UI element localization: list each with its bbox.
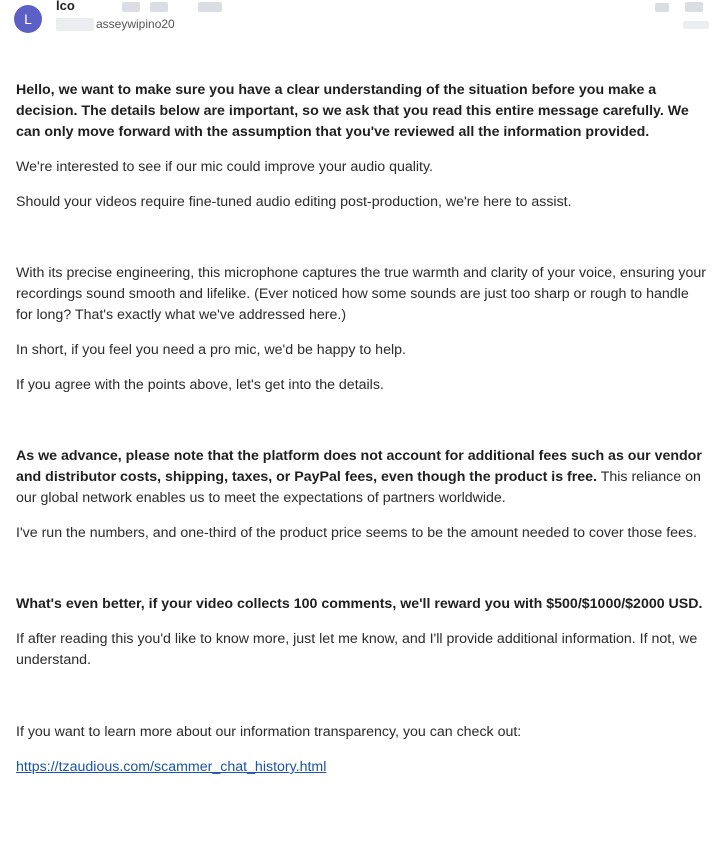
redacted-name-block	[122, 2, 140, 12]
sender-email[interactable]: asseywipino20	[96, 17, 175, 31]
email-header	[0, 0, 720, 42]
fees-bold-text: As we advance, please note that the platform does not account for additional fees such as our vendor and distributor costs, shipping, taxes, or PayPal fees, even though the product is free.	[16, 448, 702, 485]
fees-paragraph	[16, 446, 706, 509]
fees-normal-text: This reliance on our global network enables us to meet the expectations of partners worldwide.	[16, 469, 701, 506]
paragraph: Should your videos require fine-tuned audio editing post-production, we're here to assist.	[16, 194, 572, 210]
redacted-name-block	[150, 2, 168, 12]
paragraph: If you agree with the points above, let's get into the details.	[16, 377, 384, 393]
reward-paragraph: What's even better, if your video collects 100 comments, we'll reward you with $500/$1000/$2000 USD.	[16, 596, 703, 612]
email-body	[16, 80, 706, 778]
redacted-date-block	[655, 3, 669, 12]
redacted-date-block	[685, 2, 703, 12]
sender-avatar[interactable]: L	[14, 5, 42, 33]
redacted-date-block	[683, 21, 709, 29]
redacted-email-prefix	[56, 18, 94, 31]
sender-name[interactable]: lco	[56, 0, 75, 13]
paragraph: I've run the numbers, and one-third of the product price seems to be the amount needed to cover those fees.	[16, 525, 697, 541]
paragraph: With its precise engineering, this microphone captures the true warmth and clarity of your voice, ensuring your recordings sound smooth and lifelike. (Ever noticed how some sounds are just too sharp or rough to handle for long? That's exactly what we've addressed here.)	[16, 265, 706, 323]
paragraph: We're interested to see if our mic could improve your audio quality.	[16, 159, 433, 175]
paragraph: If after reading this you'd like to know more, just let me know, and I'll provide additional information. If not, we understand.	[16, 631, 698, 668]
redacted-name-block	[198, 2, 222, 12]
intro-paragraph: Hello, we want to make sure you have a clear understanding of the situation before you make a decision. The details below are important, so we ask that you read this entire message carefully. We can only move forward with the assumption that you've reviewed all the information provided.	[16, 82, 689, 140]
transparency-link[interactable]: https://tzaudious.com/scammer_chat_history.html	[16, 759, 327, 775]
paragraph: In short, if you feel you need a pro mic, we'd be happy to help.	[16, 342, 406, 358]
paragraph: If you want to learn more about our information transparency, you can check out:	[16, 724, 522, 740]
